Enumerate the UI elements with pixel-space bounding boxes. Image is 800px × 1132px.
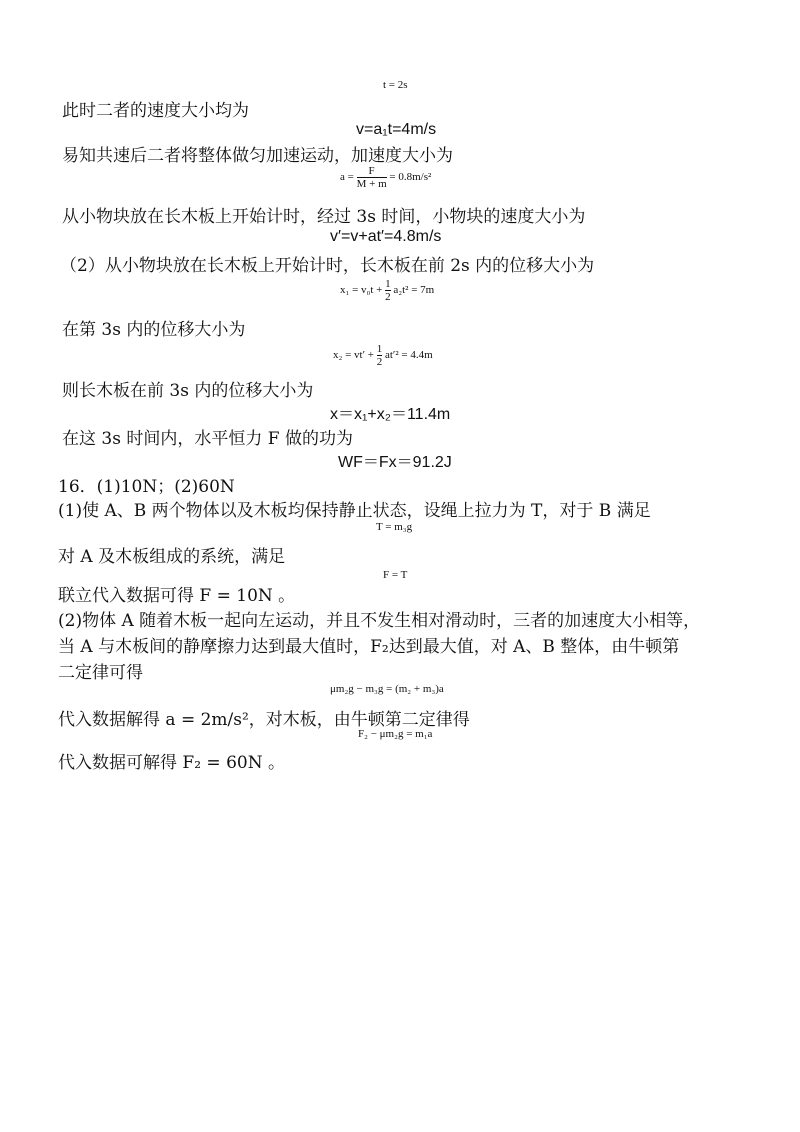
text-line: 二定律可得 [58,663,143,683]
denominator: M + m [356,178,387,190]
text-line: 从小物块放在长木板上开始计时，经过 3s 时间，小物块的速度大小为 [62,207,586,227]
text-line: 代入数据解得 a = 2m/s²，对木板，由牛顿第二定律得 [58,710,470,730]
text-line: (2)物体 A 随着木板一起向左运动，并且不发生相对滑动时，三者的加速度大小相等， [58,611,701,631]
text-line: （2）从小物块放在长木板上开始计时，长木板在前 2s 内的位移大小为 [60,256,595,276]
numerator: 1 [385,278,391,290]
eq-part: a₂t² = 7m [393,284,435,297]
eq-velocity: v=a₁t=4m/s [356,121,437,138]
fraction [385,278,391,303]
fraction [357,165,387,190]
text-line: 在这 3s 时间内，水平恒力 F 做的功为 [62,429,353,449]
text-line: 代入数据可解得 F₂ = 60N 。 [58,753,285,773]
fraction [377,343,383,368]
eq-work: WF＝Fx＝91.2J [338,454,452,471]
question-heading: 16．(1)10N；(2)60N [58,477,235,497]
eq-part: at′² = 4.4m [384,349,433,362]
text-line: 当 A 与木板间的静摩擦力达到最大值时，F₂达到最大值，对 A、B 整体，由牛顿第 [58,637,680,657]
text-line: 在第 3s 内的位移大小为 [62,320,246,340]
numerator: 1 [376,343,383,355]
eq-force: F = T [383,569,408,581]
denominator: 2 [385,291,391,303]
eq-newton-ab: μm₂g − m₃g = (m₂ + m₃)a [330,683,444,695]
eq-velocity-prime: v′=v+at′=4.8m/s [330,228,442,245]
eq-time: t = 2s [383,79,408,91]
eq-x2 [333,343,433,368]
eq-part: = 0.8m/s² [389,171,432,184]
text-line: (1)使 A、B 两个物体以及木板均保持静止状态，设绳上拉力为 T，对于 B 满足 [58,501,651,521]
eq-x1 [340,278,434,303]
eq-displacement: x＝x₁+x₂＝11.4m [330,406,451,423]
eq-part: a = [340,171,354,184]
eq-part: x₂ = vt′ + [333,349,374,362]
text-line: 对 A 及木板组成的系统，满足 [58,547,286,567]
text-line: 此时二者的速度大小均为 [62,101,249,121]
denominator: 2 [376,356,383,368]
text-line: 则长木板在前 3s 内的位移大小为 [62,381,314,401]
eq-acceleration [340,165,431,190]
eq-tension: T = m₃g [376,521,413,533]
numerator: F [368,165,375,177]
text-line: 易知共速后二者将整体做匀加速运动，加速度大小为 [62,146,453,166]
eq-newton-board: F₂ − μm₂g = m₁a [358,728,433,740]
eq-part: x₁ = v₀t + [340,284,383,297]
text-line: 联立代入数据可得 F = 10N 。 [58,586,296,606]
